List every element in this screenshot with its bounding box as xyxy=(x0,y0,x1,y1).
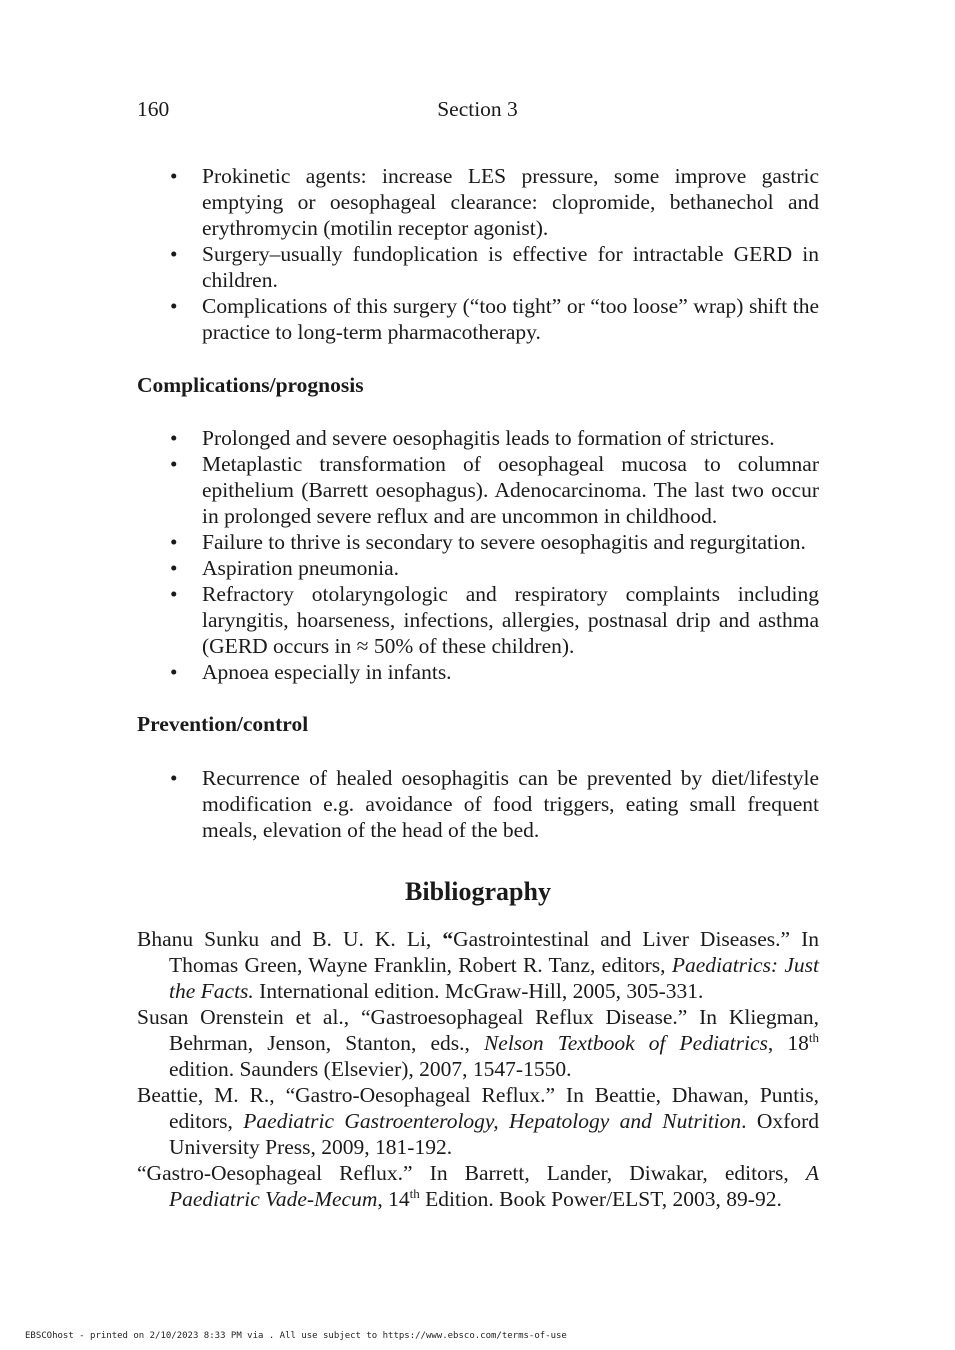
prevention-list xyxy=(137,765,819,843)
bibliography-entry: Beattie, M. R., “Gastro-Oesophageal Reflux.” In Beattie, Dhawan, Puntis, editors, Paediatric Gastroenterology, Hepatology and Nutrition. Oxford University Press, 2009, 181-192. xyxy=(137,1083,819,1159)
page-number: 160 xyxy=(137,97,170,121)
prevention-heading: Prevention/control xyxy=(137,712,309,736)
list-item: • Prokinetic agents: increase LES pressure, some improve gastric emptying or oesophageal clearance: clopromide, bethanechol and erythromycin (motilin receptor agonist). xyxy=(137,163,819,241)
list-item: • Complications of this surgery (“too tight” or “too loose” wrap) shift the practice to long-term pharmacotherapy. xyxy=(137,293,819,345)
bibliography-entry: “Gastro-Oesophageal Reflux.” In Barrett, Lander, Diwakar, editors, A Paediatric Vade-Mecum, 14th Edition. Book Power/ELST, 2003, 89-92. xyxy=(137,1161,819,1211)
complications-list xyxy=(137,425,819,685)
list-item: • Metaplastic transformation of oesophageal mucosa to columnar epithelium (Barrett oesophagus). Adenocarcinoma. The last two occur in prolonged severe reflux and are uncommon in childhood. xyxy=(137,451,819,529)
list-item: • Failure to thrive is secondary to severe oesophagitis and regurgitation. xyxy=(137,529,819,555)
list-item: • Prolonged and severe oesophagitis leads to formation of strictures. xyxy=(137,425,819,451)
bibliography-list xyxy=(137,926,819,1212)
list-item: • Aspiration pneumonia. xyxy=(137,555,819,581)
ebsco-footer: EBSCOhost - printed on 2/10/2023 8:33 PM via . All use subject to https://www.ebsco.com/terms-of-use xyxy=(25,1331,567,1341)
list-item: • Apnoea especially in infants. xyxy=(137,659,819,685)
list-item: • Surgery–usually fundoplication is effective for intractable GERD in children. xyxy=(137,241,819,293)
list-item: • Refractory otolaryngologic and respiratory complaints including laryngitis, hoarseness, infections, allergies, postnasal drip and asthma (GERD occurs in ≈ 50% of these children). xyxy=(137,581,819,659)
list-item: • Recurrence of healed oesophagitis can be prevented by diet/lifestyle modification e.g. avoidance of food triggers, eating small frequent meals, elevation of the head of the bed. xyxy=(137,765,819,843)
bibliography-entry: Bhanu Sunku and B. U. K. Li, “Gastrointestinal and Liver Diseases.” In Thomas Green, Wayne Franklin, Robert R. Tanz, editors, Paediatrics: Just the Facts. International edition. McGraw-Hill, 2005, 305-331. xyxy=(137,927,820,1003)
bibliography-entry: Susan Orenstein et al., “Gastroesophageal Reflux Disease.” In Kliegman, Behrman, Jenson, Stanton, eds., Nelson Textbook of Pediatrics, 18th edition. Saunders (Elsevier), 2007, 1547-1550. xyxy=(137,1005,820,1081)
complications-heading: Complications/prognosis xyxy=(137,373,364,397)
treatment-list xyxy=(137,163,819,345)
bibliography-heading: Bibliography xyxy=(405,877,551,906)
page-body xyxy=(137,163,819,1212)
running-head: Section 3 xyxy=(437,97,518,121)
